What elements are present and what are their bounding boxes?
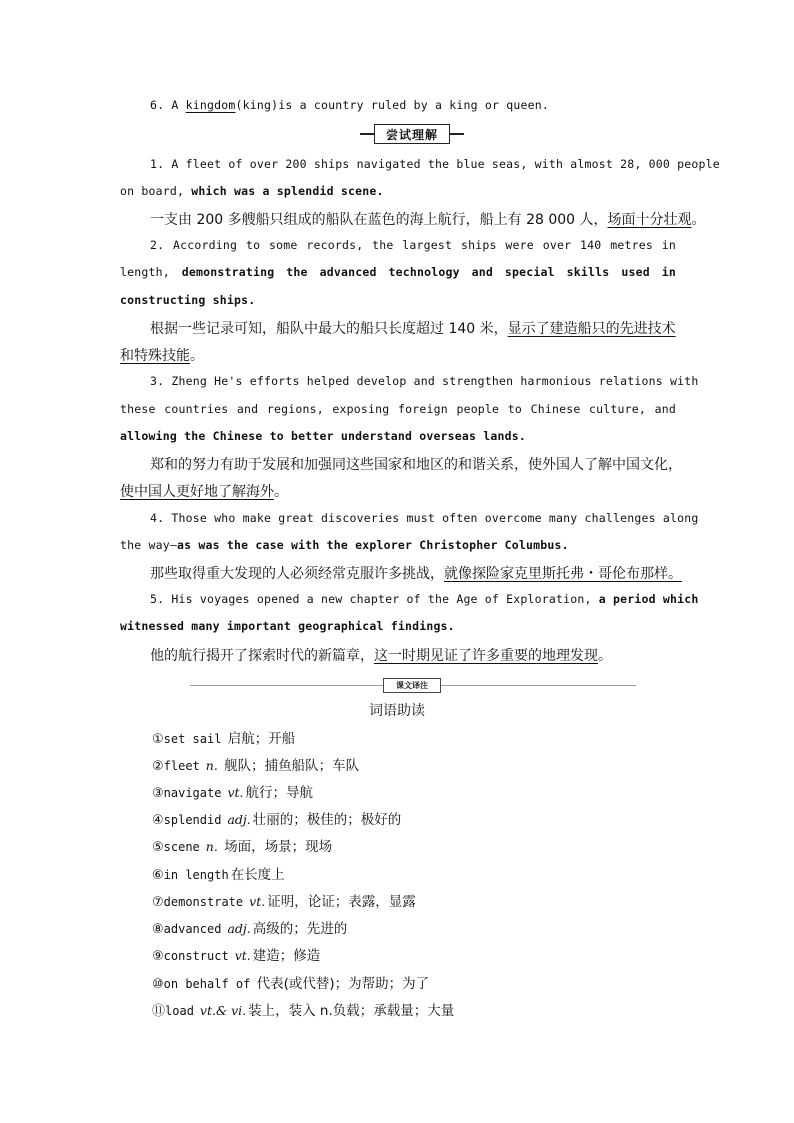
s2-translation-plain: 根据一些记录可知，船队中最大的船只长度超过 140 米， xyxy=(150,321,508,337)
vocab-meaning: 场面，场景；现场 xyxy=(219,839,333,855)
vocab-item xyxy=(152,781,313,801)
vocab-meaning: 壮丽的；极佳的；极好的 xyxy=(252,812,402,828)
vocab-pos: vt. xyxy=(227,785,244,800)
s3-line-1: 3. Zheng He's efforts helped develop and strengthen harmonious relations with xyxy=(150,374,699,388)
vocab-pos: adj. xyxy=(227,921,251,936)
s1-translation-underlined: 场面十分壮观 xyxy=(607,212,692,228)
vocab-item xyxy=(152,917,347,937)
section-header xyxy=(360,124,464,144)
s5-line-1-plain: 5. His voyages opened a new chapter of the Age of Exploration, xyxy=(150,592,599,606)
vocab-meaning: 代表(或代替)；为帮助；为了 xyxy=(252,976,430,992)
vocab-item xyxy=(152,808,401,828)
vocab-item xyxy=(152,727,295,747)
s2-line-2-plain: length, xyxy=(120,265,182,279)
s5-translation-underlined: 这一时期见证了许多重要的地理发现 xyxy=(374,648,598,664)
vocab-number: ⑨ xyxy=(152,949,164,964)
vocab-meaning: 在长度上 xyxy=(230,867,285,883)
vocab-pos: n. xyxy=(205,758,218,773)
s2-line-1: 2. According to some records, the largest ships were over 140 metres in xyxy=(150,238,676,252)
s4-translation-underlined: 就像探险家克里斯托弗・哥伦布那样。 xyxy=(444,566,682,582)
s3-translation-1: 郑和的努力有助于发展和加强同这些国家和地区的和谐关系，使外国人了解中国文化， xyxy=(150,457,682,473)
s2-line-3: constructing ships. xyxy=(120,293,256,307)
s4-translation xyxy=(150,563,682,583)
vocab-pos: adj. xyxy=(227,812,251,827)
vocab-number: ⑥ xyxy=(152,868,164,883)
s2-translation-2-underlined: 和特殊技能 xyxy=(120,348,190,364)
s5-line-1 xyxy=(150,592,699,606)
s4-line-1: 4. Those who make great discoveries must often overcome many challenges along xyxy=(150,511,699,525)
vocab-number: ⑩ xyxy=(152,977,164,992)
s2-translation-underlined: 显示了建造船只的先进技术 xyxy=(507,321,676,337)
vocab-word: scene xyxy=(163,840,200,854)
s3-translation-2-end: 。 xyxy=(274,484,288,500)
s1-line-1: 1. A fleet of over 200 ships navigated the blue seas, with almost 28, 000 people xyxy=(150,157,720,171)
s2-line-2-bold: demonstrating the advanced technology and special skills used in xyxy=(181,265,676,279)
vocab-word: on behalf of xyxy=(163,977,251,991)
vocab-word: splendid xyxy=(163,813,222,827)
vocab-word: set sail xyxy=(163,732,222,746)
vocab-pos: vt.& vi. xyxy=(199,1003,247,1018)
vocab-item xyxy=(152,754,359,774)
vocab-number: ④ xyxy=(152,813,164,828)
item-6 xyxy=(150,98,706,112)
s5-translation-end: 。 xyxy=(598,648,612,664)
vocab-word: construct xyxy=(163,949,229,963)
vocab-meaning: 高级的；先进的 xyxy=(252,921,348,937)
vocab-word: fleet xyxy=(163,759,200,773)
vocab-number: ② xyxy=(152,759,164,774)
vocab-number: ⑦ xyxy=(152,895,164,910)
vocab-meaning: 装上，装入 n.负载；承载量；大量 xyxy=(248,1003,455,1019)
vocab-meaning: 启航；开船 xyxy=(223,731,296,747)
s1-translation xyxy=(150,209,706,229)
item-6-keyword: kingdom xyxy=(185,98,236,112)
vocab-number: ③ xyxy=(152,786,164,801)
vocab-number: ① xyxy=(152,732,164,747)
item-6-prefix: 6. A xyxy=(150,98,186,112)
section-header-box xyxy=(374,124,450,144)
divider-caption: 课文译注 xyxy=(396,681,428,690)
vocab-meaning: 舰队；捕鱼船队；车队 xyxy=(219,758,360,774)
s3-translation-2 xyxy=(120,481,676,501)
vocab-pos: vt. xyxy=(249,894,266,909)
s4-line-2 xyxy=(120,538,676,552)
s4-line-2-bold: as was the case with the explorer Christopher Columbus. xyxy=(177,538,569,552)
vocab-word: navigate xyxy=(163,786,222,800)
s3-translation-2-underlined: 使中国人更好地了解海外 xyxy=(120,484,274,500)
vocab-number: ⑪ xyxy=(152,1004,166,1019)
vocab-word: load xyxy=(165,1004,194,1018)
s4-translation-plain: 那些取得重大发现的人必须经常克服许多挑战， xyxy=(150,566,444,582)
vocab-pos: vt. xyxy=(234,948,251,963)
s5-translation xyxy=(150,645,676,665)
vocab-meaning: 航行；导航 xyxy=(245,785,314,801)
s5-translation-plain: 他的航行揭开了探索时代的新篇章， xyxy=(150,648,374,664)
s2-translation-2 xyxy=(120,345,676,365)
vocab-word: advanced xyxy=(163,922,222,936)
vocab-pos: n. xyxy=(205,839,218,854)
vocab-item xyxy=(152,890,416,910)
s2-translation-2-end: 。 xyxy=(190,348,204,364)
vocab-item xyxy=(152,944,320,964)
section-header-label: 尝试理解 xyxy=(385,127,438,142)
vocab-item xyxy=(152,863,285,883)
divider-caption-box xyxy=(383,678,441,693)
s1-translation-plain: 一支由 200 多艘船只组成的船队在蓝色的海上航行，船上有 28 000 人， xyxy=(150,212,608,228)
s1-translation-end: 。 xyxy=(691,212,706,228)
item-6-rest: (king)is a country ruled by a king or queen. xyxy=(235,98,549,112)
vocab-word: demonstrate xyxy=(163,895,244,909)
vocab-item xyxy=(152,835,332,855)
s4-line-2-plain: the way— xyxy=(120,538,177,552)
vocab-meaning: 证明，论证；表露，显露 xyxy=(267,894,416,910)
vocab-meaning: 建造；修造 xyxy=(252,948,321,964)
s2-line-2 xyxy=(120,265,676,279)
vocab-word: in length xyxy=(163,868,229,882)
s1-line-2-bold: which was a splendid scene. xyxy=(191,184,384,198)
vocab-title: 词语助读 xyxy=(369,703,425,719)
s5-line-1-bold: a period which xyxy=(598,592,699,606)
s2-translation-1 xyxy=(150,318,676,338)
vocab-item xyxy=(152,972,429,992)
vocab-item xyxy=(152,999,454,1019)
s5-line-2: witnessed many important geographical findings. xyxy=(120,619,455,633)
s3-line-2: these countries and regions, exposing foreign people to Chinese culture, and xyxy=(120,402,676,416)
s1-line-2 xyxy=(120,184,676,198)
vocab-number: ⑤ xyxy=(152,840,164,855)
s1-line-2-plain: on board, xyxy=(120,184,192,198)
vocab-number: ⑧ xyxy=(152,922,164,937)
s3-line-3: allowing the Chinese to better understand overseas lands. xyxy=(120,429,527,443)
